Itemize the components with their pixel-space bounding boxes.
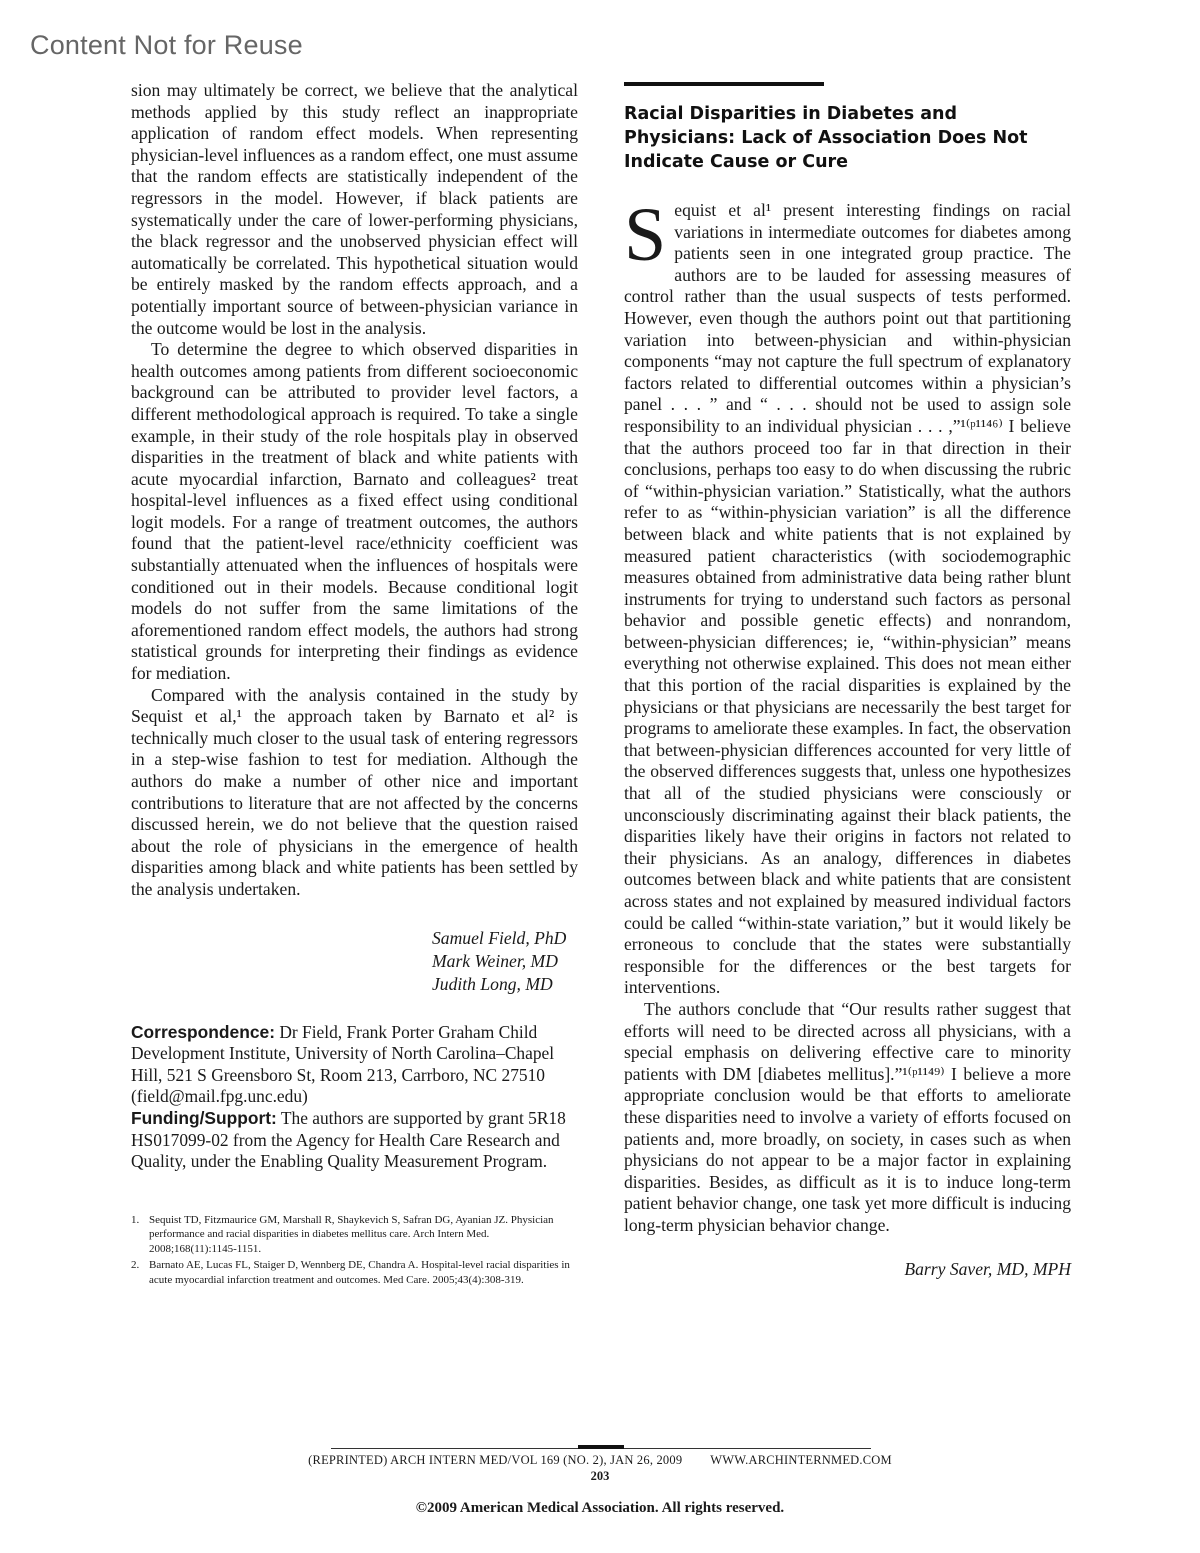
left-column xyxy=(131,80,578,1289)
copyright-notice: ©2009 American Medical Association. All rights reserved. xyxy=(415,1500,785,1516)
first-paragraph-text: equist et al¹ present interesting findings on racial variations in intermediate outcomes for diabetes among patients seen in one integrated group practice. The authors are to be lauded for assessing measures of control rather than the usual suspects of tests performed. However, even though the authors point out that partitioning variation into between-physician and within-physician components “may not capture the full spectrum of explanatory factors related to differential outcomes within a physician’s panel . . . ” and “ . . . should not be used to assign sole responsibility to an individual physician . . . ,”¹⁽ᵖ¹¹⁴⁶⁾ I believe that the authors proceed too far in that direction in their conclusions, perhaps too easy to do when discussing the rubric of “within-physician variation.” Statistically, what the authors refer to as “within-physician variation” is all the difference between black and white patients that is not explained by measured patient characteristics (with sociodemographic measures obtained from administrative data being rather blunt instruments for trying to understand such factors as personal behavior and possible genetic effects) and nonrandom, between-physician differences; ie, “within-physician” means everything not otherwise explained. This does not mean either that this portion of the racial disparities is explained by the physicians or that physicians are necessarily the best target for programs to ameliorate these examples. In fact, the observation that between-physician differences accounted for very little of the observed differences suggests that, unless one hypothesizes that all of the studied physicians were consciously or unconsciously discriminating against their black patients, the disparities likely have their origins in factors not related to their physicians. As an analogy, differences in diabetes outcomes between black and white patients that are consistent across states and not explained by measured individual factors could be called “within-state variation,” but it would likely be erroneous to conclude that the states were substantially responsible for the differences or the best targets for interventions. xyxy=(624,200,1071,998)
article-headline: Racial Disparities in Diabetes and Physicians: Lack of Association Does Not Indicate Cause or Cure xyxy=(624,104,1028,172)
funding-label: Funding/Support: xyxy=(131,1107,277,1128)
right-column xyxy=(624,82,1071,1280)
reference-text: Barnato AE, Lucas FL, Staiger D, Wennberg DE, Chandra A. Hospital-level racial disparities in acute myocardial infarction treatment and outcomes. Med Care. 2005;43(4):308-319. xyxy=(149,1259,570,1286)
correspondence-text: Dr Field, Frank Porter Graham Child Development Institute, University of North Carolina–Chapel Hill, 521 S Greensboro St, Room 213, Carrboro, NC 27510 (field@mail.fpg.unc.edu) xyxy=(131,1021,555,1107)
correspondence-block xyxy=(131,1022,578,1173)
correspondence-label: Correspondence: xyxy=(131,1021,275,1042)
references xyxy=(131,1213,578,1288)
author-signature: Samuel Field, PhD xyxy=(432,927,567,948)
watermark: Content Not for Reuse xyxy=(30,30,303,60)
reference-item xyxy=(131,1213,578,1257)
body-paragraph xyxy=(624,193,1071,999)
funding-text: The authors are supported by grant 5R18 HS017099-02 from the Agency for Health Care Research and Quality, under the Enabling Quality Measurement Program. xyxy=(131,1107,566,1172)
page-number: 203 xyxy=(590,1469,610,1483)
reference-item xyxy=(131,1258,578,1287)
headline-rule xyxy=(624,82,824,86)
footer-rule-mark xyxy=(578,1445,624,1449)
footer-citation: (REPRINTED) ARCH INTERN MED/VOL 169 (NO. 2), JAN 26, 2009 xyxy=(308,1453,683,1467)
drop-cap: S xyxy=(624,193,667,277)
body-paragraph: Compared with the analysis contained in the study by Sequist et al,¹ the approach taken by Barnato et al² is technically much closer to the usual task of entering regressors in a step-wise fashion to test for mediation. Although the authors do make a number of other nice and important contributions to literature that are not affected by the concerns discussed herein, we do not believe that the question raised about the role of physicians in the emergence of health disparities among black and white patients has been settled by the analysis undertaken. xyxy=(131,684,578,899)
author-signature: Mark Weiner, MD xyxy=(432,950,558,971)
reference-number: 2. xyxy=(131,1259,140,1272)
body-paragraph: To determine the degree to which observed disparities in health outcomes among patients from different socioeconomic background can be attributed to provider level factors, a different methodological approach is required. To take a single example, in their study of the role hospitals play in observed disparities in the treatment of black and white patients with acute myocardial infarction, Barnato and colleagues² treat hospital-level influences as a fixed effect using conditional logit models. For a range of treatment outcomes, the authors found that the patient-level race/ethnicity coefficient was substantially attenuated when the influences of hospitals were conditioned out in their models. Because conditional logit models do not suffer from the same limitations of the aforementioned random effect models, the authors had strong statistical grounds for interpreting their findings as evidence for mediation. xyxy=(131,339,578,684)
signature-block xyxy=(131,927,578,996)
reference-text: Sequist TD, Fitzmaurice GM, Marshall R, Shaykevich S, Safran DG, Ayanian JZ. Physician performance and racial disparities in diabetes mellitus care. Arch Intern Med. 2008;168(11):1145-1151. xyxy=(149,1213,554,1255)
author-signature: Barry Saver, MD, MPH xyxy=(904,1258,1071,1279)
author-signature: Judith Long, MD xyxy=(432,973,553,994)
footer-citation-line xyxy=(0,1453,1200,1468)
body-paragraph: The authors conclude that “Our results rather suggest that efforts will need to be directed across all physicians, with a special emphasis on delivering effective care to minority patients with DM [diabetes mellitus].”¹⁽ᵖ¹¹⁴⁹⁾ I believe a more appropriate conclusion would be that efforts to ameliorate these disparities need to involve a variety of efforts focused on patients and, more broadly, on society, in cases such as when physicians do not appear to be a major factor in explaining disparities. Besides, as difficult as it is to induce long-term patient behavior change, one task yet more difficult is inducing long-term physician behavior change. xyxy=(624,998,1071,1235)
reference-number: 1. xyxy=(131,1213,140,1226)
body-paragraph: sion may ultimately be correct, we believe that the analytical methods applied by this study reflect an inappropriate application of random effect models. When representing physician-level influences as a random effect, one must assume that the random effects are statistically independent of the regressors in the model. However, if black patients are systematically under the care of lower-performing physicians, the black regressor and the unobserved physician effect will automatically be correlated. This hypothetical situation would be entirely masked by the random effects approach, and a potentially important source of between-physician variance in the outcome would be lost in the analysis. xyxy=(131,80,578,338)
footer-website: WWW.ARCHINTERNMED.COM xyxy=(710,1453,892,1467)
